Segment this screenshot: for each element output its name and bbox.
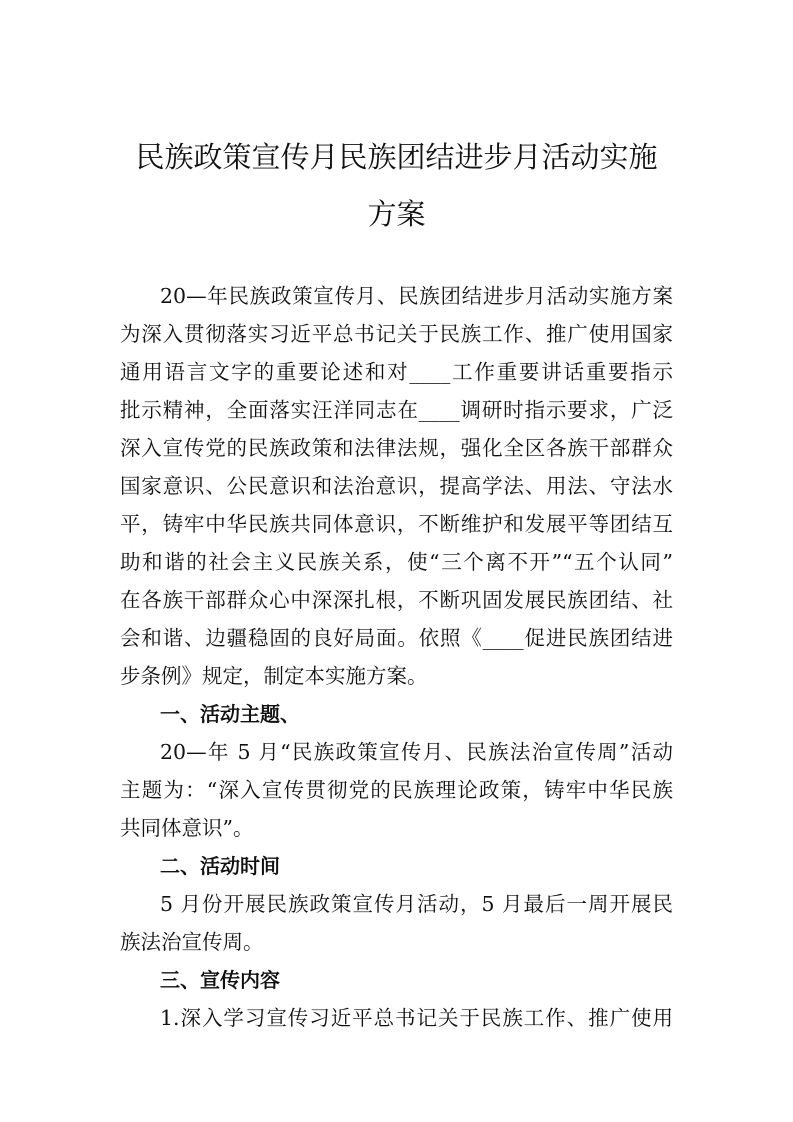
section-2-line-1: 5 月份开展民族政策宣传月活动，5 月最后一周开展民 (160, 892, 673, 916)
document-title-line-1: 民族政策宣传月民族团结进步月活动实施 (135, 140, 658, 174)
section-1-line-3: 共同体意识”。 (120, 816, 254, 840)
document-title-line-2: 方案 (367, 197, 426, 231)
intro-line-8: 助和谐的社会主义民族关系，使“三个离不开”“五个认同” (120, 550, 673, 574)
section-1-heading: 一、活动主题、 (160, 702, 300, 726)
intro-line-6: 国家意识、公民意识和法治意识，提高学法、用法、守法水 (120, 474, 673, 498)
intro-line-9: 在各族干部群众心中深深扎根，不断巩固发展民族团结、社 (120, 588, 673, 612)
intro-line-10: 会和谐、边疆稳固的良好局面。依照《____促进民族团结进 (120, 626, 673, 650)
section-1-line-1: 20—年 5 月“民族政策宣传月、民族法治宣传周”活动 (160, 740, 673, 764)
intro-line-1: 20—年民族政策宣传月、民族团结进步月活动实施方案 (160, 284, 673, 308)
section-1-line-2: 主题为：“深入宣传贯彻党的民族理论政策，铸牢中华民族 (120, 778, 673, 802)
intro-line-5: 深入宣传党的民族政策和法律法规，强化全区各族干部群众 (120, 436, 673, 460)
intro-line-7: 平，铸牢中华民族共同体意识，不断维护和发展平等团结互 (120, 512, 673, 536)
intro-line-2: 为深入贯彻落实习近平总书记关于民族工作、推广使用国家 (120, 322, 673, 346)
intro-line-3: 通用语言文字的重要论述和对____工作重要讲话重要指示 (120, 360, 673, 384)
section-2-line-2: 族法治宣传周。 (120, 930, 264, 954)
intro-line-11: 步条例》规定，制定本实施方案。 (120, 664, 428, 688)
section-3-heading: 三、宣传内容 (160, 968, 280, 992)
section-2-heading: 二、活动时间 (160, 854, 280, 878)
section-3-line-1: 1.深入学习宣传习近平总书记关于民族工作、推广使用 (160, 1006, 673, 1030)
intro-line-4: 批示精神，全面落实汪洋同志在____调研时指示要求，广泛 (120, 398, 673, 422)
